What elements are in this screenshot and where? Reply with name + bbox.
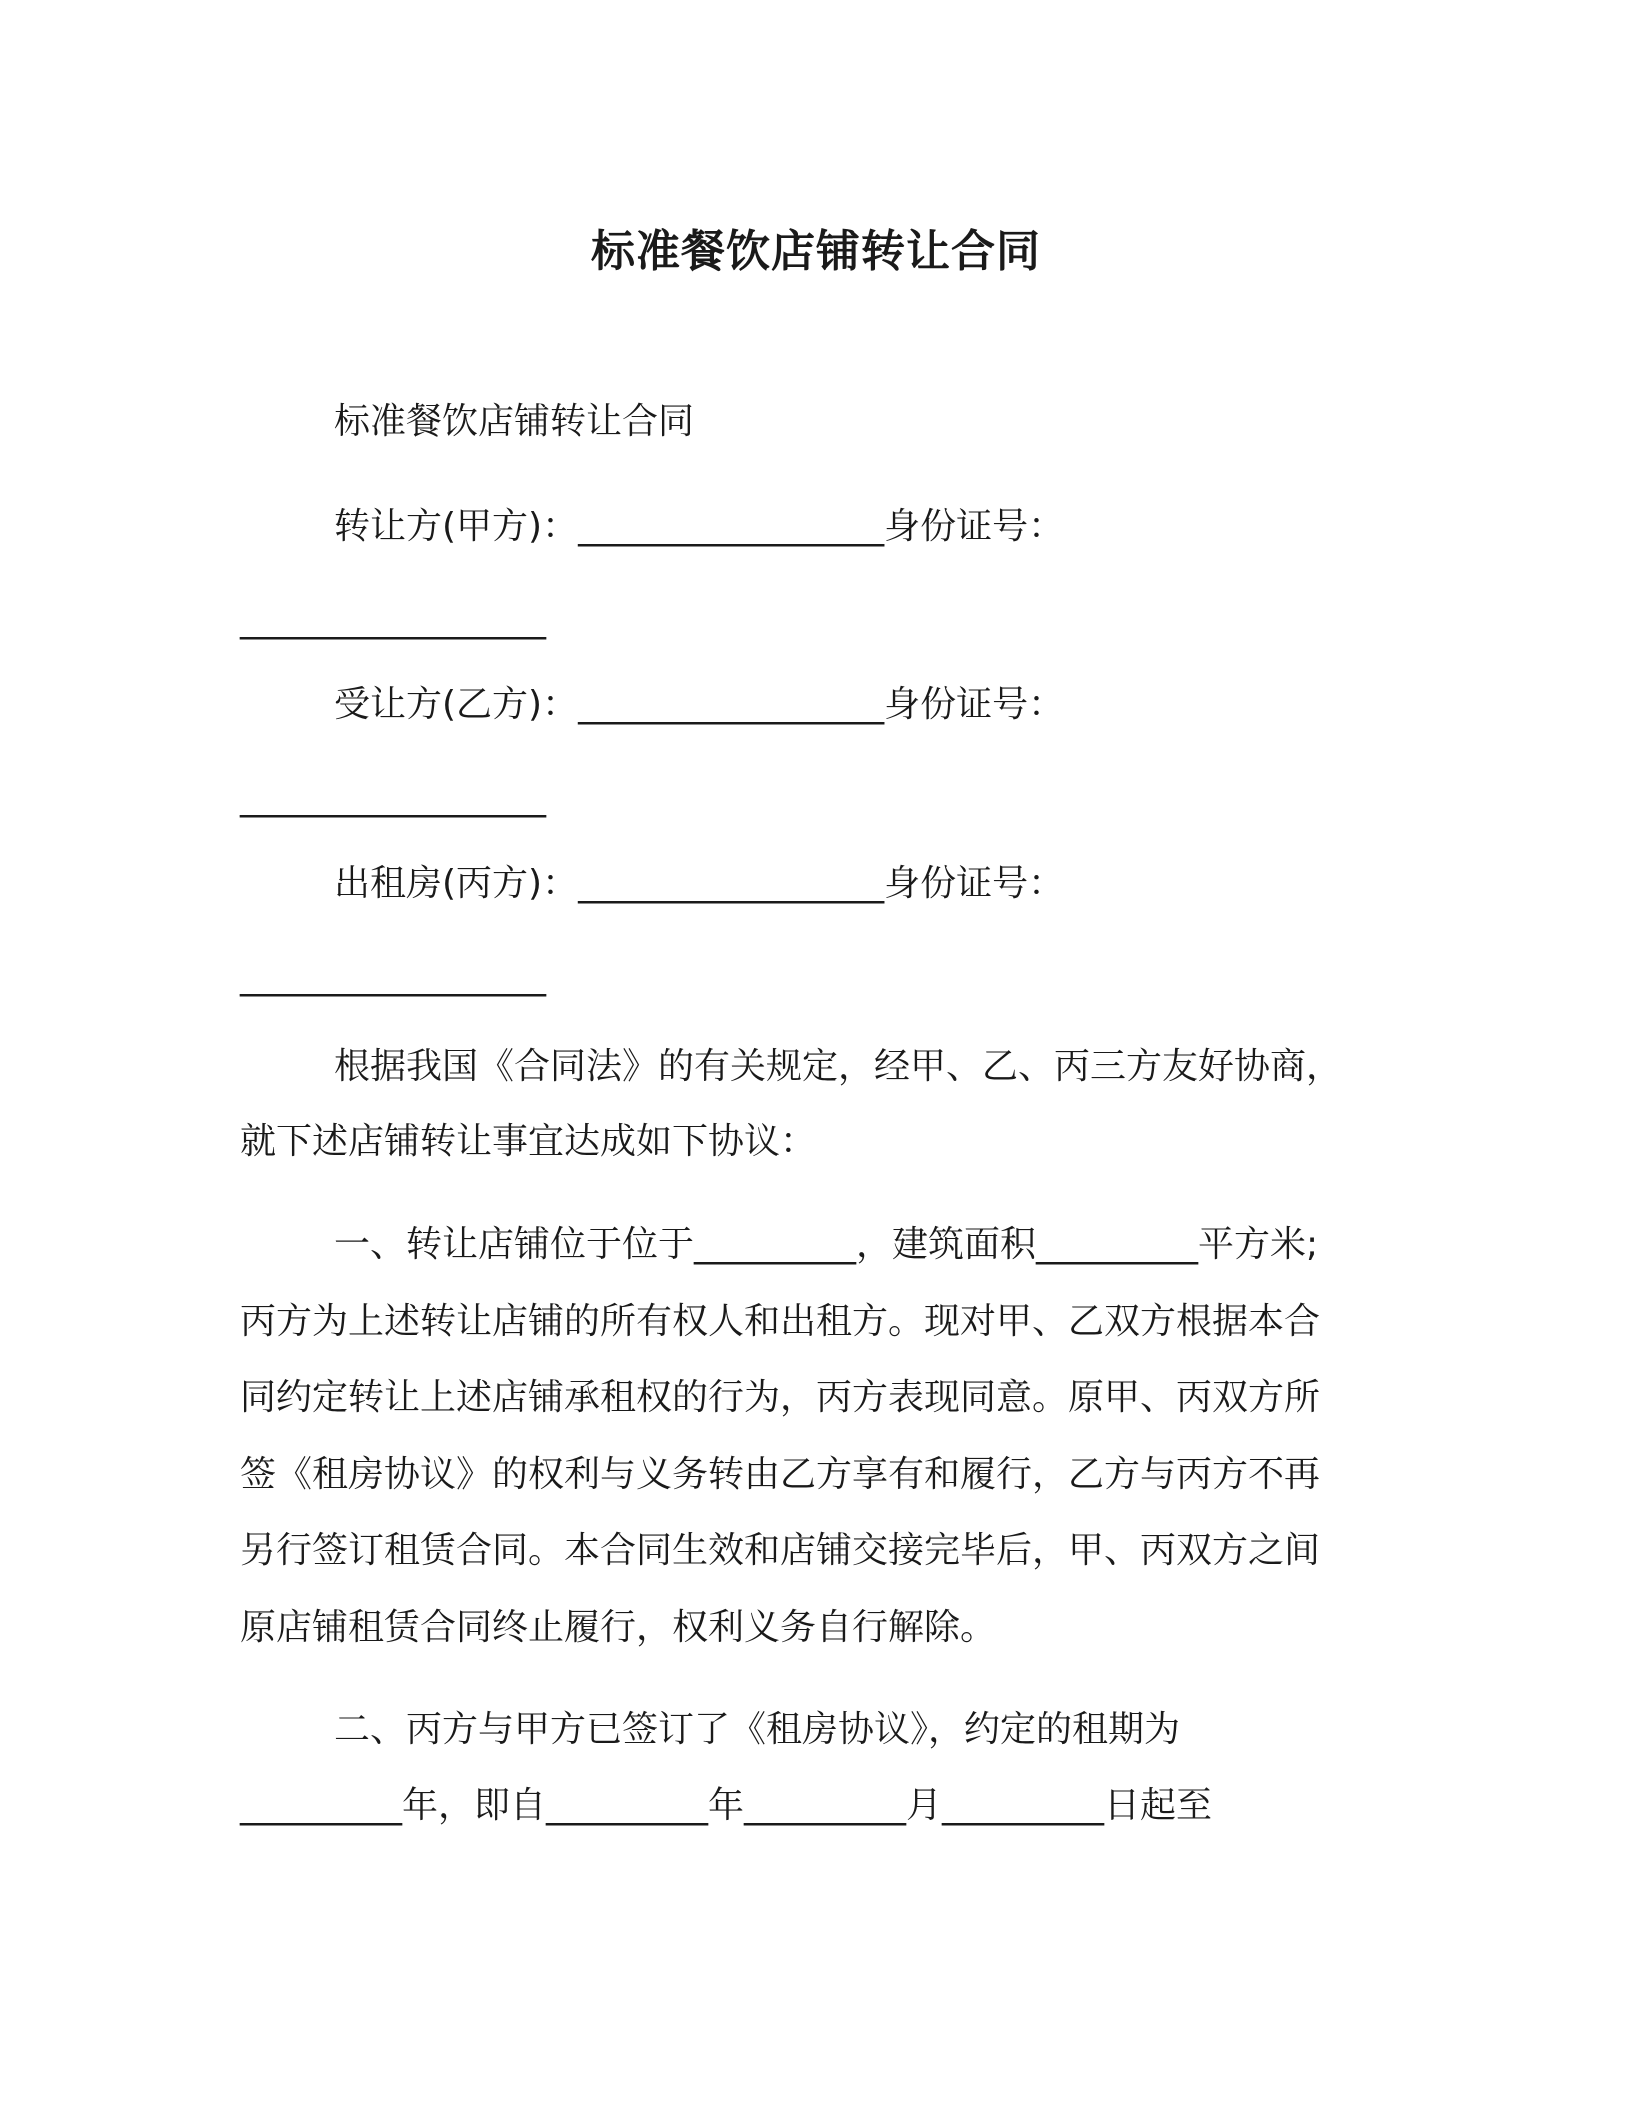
party-c-line: 出租房(丙方)：_________________身份证号： [334,863,1065,904]
clause-2-line-2: _________年，即自_________年_________月_________日起至 [240,1785,1213,1826]
clause-2-line-1: 二、丙方与甲方已签订了《租房协议》，约定的租期为 [334,1709,1181,1750]
preamble-line-1: 根据我国《合同法》的有关规定，经甲、乙、丙三方友好协商， [334,1046,1343,1087]
party-a-line: 转让方(甲方)：_________________身份证号： [334,506,1065,547]
party-a-id-blank: _________________ [240,599,546,640]
preamble-line-2: 就下述店铺转让事宜达成如下协议： [240,1121,817,1162]
clause-1-line-2: 丙方为上述转让店铺的所有权人和出租方。现对甲、乙双方根据本合 [240,1301,1321,1342]
party-b-id-blank: _________________ [240,777,546,818]
document-title: 标准餐饮店铺转让合同 [591,226,1041,277]
subtitle-line: 标准餐饮店铺转让合同 [334,401,695,442]
clause-1-line-4: 签《租房协议》的权利与义务转由乙方享有和履行，乙方与丙方不再 [240,1454,1321,1495]
clause-1-line-1: 一、转让店铺位于位于_________，建筑面积_________平方米; [334,1224,1319,1265]
clause-1-line-6: 原店铺租赁合同终止履行，权利义务自行解除。 [240,1607,997,1648]
clause-1-line-3: 同约定转让上述店铺承租权的行为，丙方表现同意。原甲、丙双方所 [240,1377,1321,1418]
party-b-line: 受让方(乙方)：_________________身份证号： [334,684,1065,725]
clause-1-line-5: 另行签订租赁合同。本合同生效和店铺交接完毕后，甲、丙双方之间 [240,1530,1321,1571]
party-c-id-blank: _________________ [240,956,546,997]
